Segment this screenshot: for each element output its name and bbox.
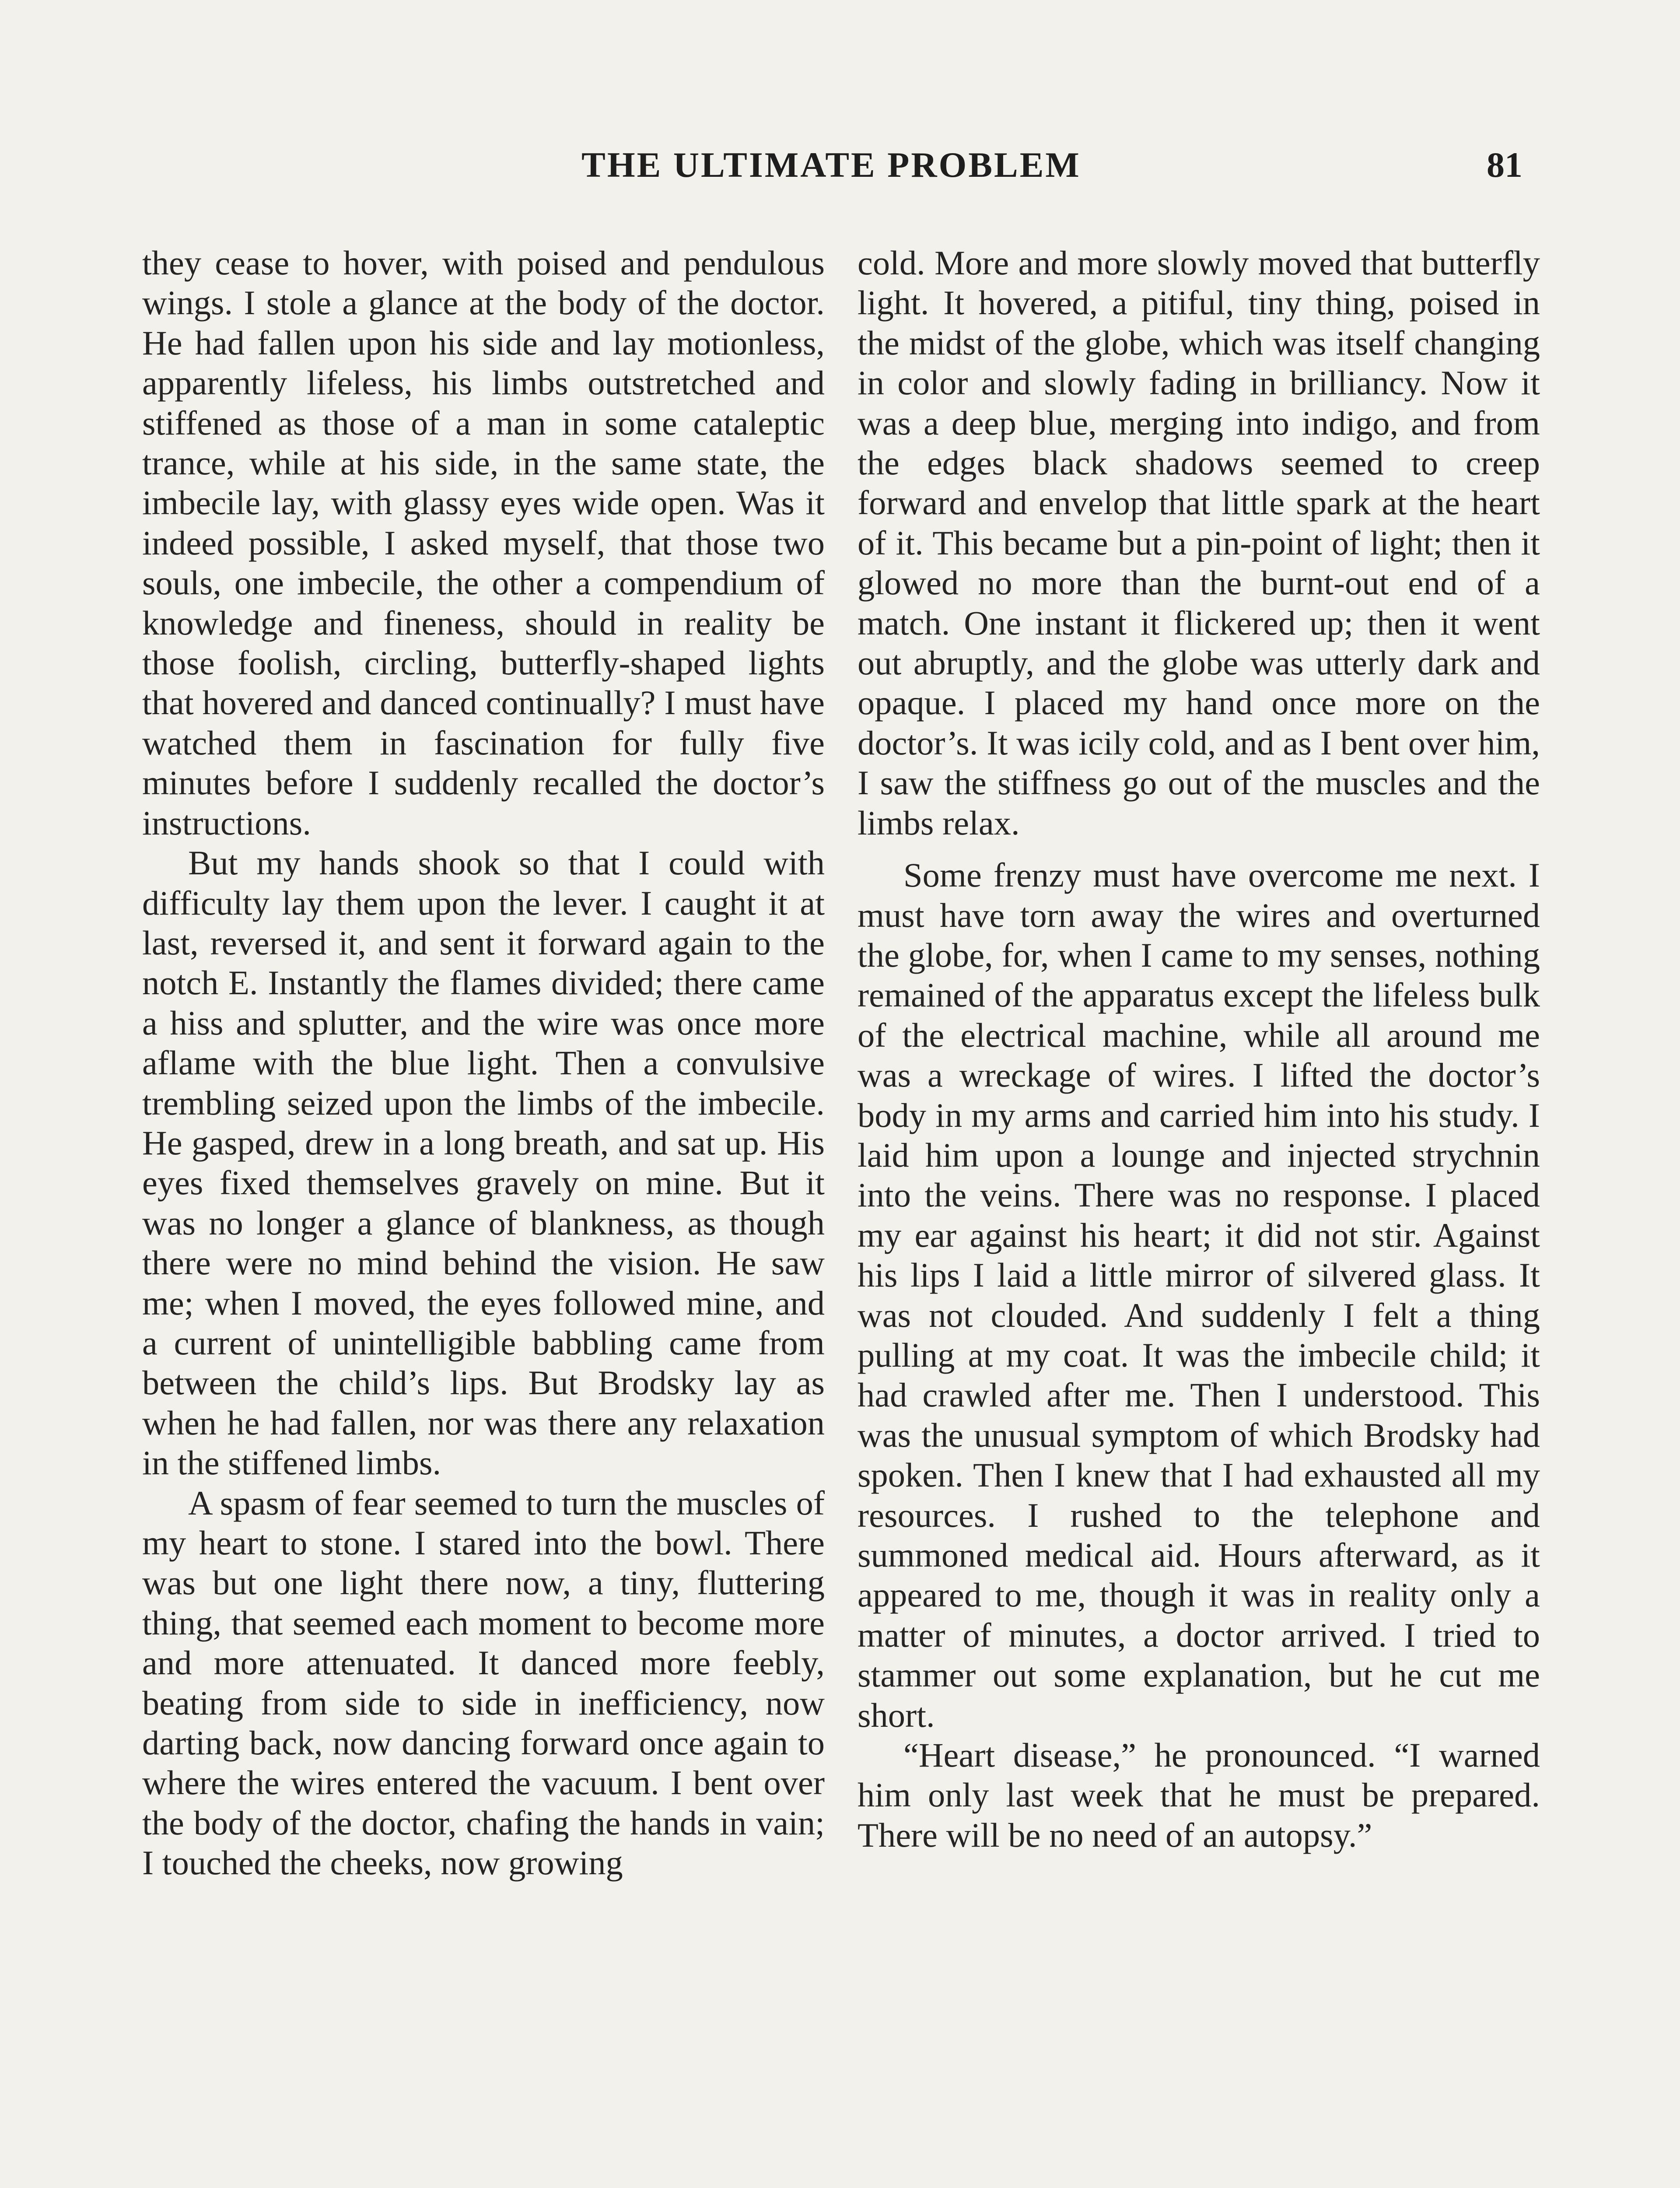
running-title: THE ULTIMATE PROBLEM bbox=[581, 145, 1081, 185]
left-column bbox=[142, 243, 825, 1883]
paragraph: they cease to hover, with poised and pendulous wings. I stole a glance at the body of the doctor. He had fallen upon his side and lay motionless, apparently lifeless, his limbs outstretched and stiffened as those of a man in some cataleptic trance, while at his side, in the same state, the imbecile lay, with glassy eyes wide open. Was it indeed possible, I asked myself, that those two souls, one imbecile, the other a compendium of knowledge and fineness, should in reality be those foolish, circling, butterfly-shaped lights that hovered and danced continually? I must have watched them in fascination for fully five minutes before I suddenly recalled the doctor’s instructions. bbox=[142, 244, 825, 842]
page-header bbox=[140, 144, 1522, 197]
page-number: 81 bbox=[1487, 145, 1522, 185]
paragraph: “Heart disease,” he pronounced. “I warned him only last week that he must be prepared. There will be no need of an autopsy.” bbox=[858, 1736, 1540, 1854]
paragraph: But my hands shook so that I could with difficulty lay them upon the lever. I caught it at last, reversed it, and sent it forward again to the notch E. Instantly the flames divided; there came a hiss and splutter, and the wire was once more aflame with the blue light. Then a convulsive trembling seized upon the limbs of the imbecile. He gasped, drew in a long breath, and sat up. His eyes fixed themselves gravely on mine. But it was no longer a glance of blankness, as though there were no mind behind the vision. He saw me; when I moved, the eyes followed mine, and a current of unintelligible babbling came from between the child’s lips. But Brodsky lay as when he had fallen, nor was there any relaxation in the stiffened limbs. bbox=[142, 844, 825, 1482]
paragraph: cold. More and more slowly moved that butterfly light. It hovered, a pitiful, tiny thing, poised in the midst of the globe, which was itself changing in color and slowly fading in brilliancy. Now it was a deep blue, merging into indigo, and from the edges black shadows seemed to creep forward and envelop that little spark at the heart of it. This became but a pin-point of light; then it glowed no more than the burnt-out end of a match. One instant it flickered up; then it went out abruptly, and the globe was utterly dark and opaque. I placed my hand once more on the doctor’s. It was icily cold, and as I bent over him, I saw the stiffness go out of the muscles and the limbs relax. bbox=[858, 244, 1540, 842]
paragraph: A spasm of fear seemed to turn the muscles of my heart to stone. I stared into the bowl. There was but one light there now, a tiny, fluttering thing, that seemed each moment to become more and more attenuated. It danced more feebly, beating from side to side in inefficiency, now darting back, now dancing forward once again to where the wires entered the vacuum. I bent over the body of the doctor, chafing the hands in vain; I touched the cheeks, now growing bbox=[142, 1483, 825, 1882]
paragraph: Some frenzy must have overcome me next. I must have torn away the wires and overturned the globe, for, when I came to my senses, nothing remained of the apparatus except the lifeless bulk of the electrical machine, while all around me was a wreckage of wires. I lifted the doctor’s body in my arms and carried him into his study. I laid him upon a lounge and injected strychnin into the veins. There was no response. I placed my ear against his heart; it did not stir. Against his lips I laid a little mirror of silvered glass. It was not clouded. And suddenly I felt a thing pulling at my coat. It was the imbecile child; it had crawled after me. Then I understood. This was the unusual symptom of which Brodsky had spoken. Then I knew that I had exhausted all my resources. I rushed to the telephone and summoned medical aid. Hours afterward, as it appeared to me, though it was in reality only a matter of minutes, a doctor arrived. I tried to stammer out some explanation, but he cut me short. bbox=[858, 856, 1540, 1734]
right-column bbox=[858, 243, 1540, 1855]
